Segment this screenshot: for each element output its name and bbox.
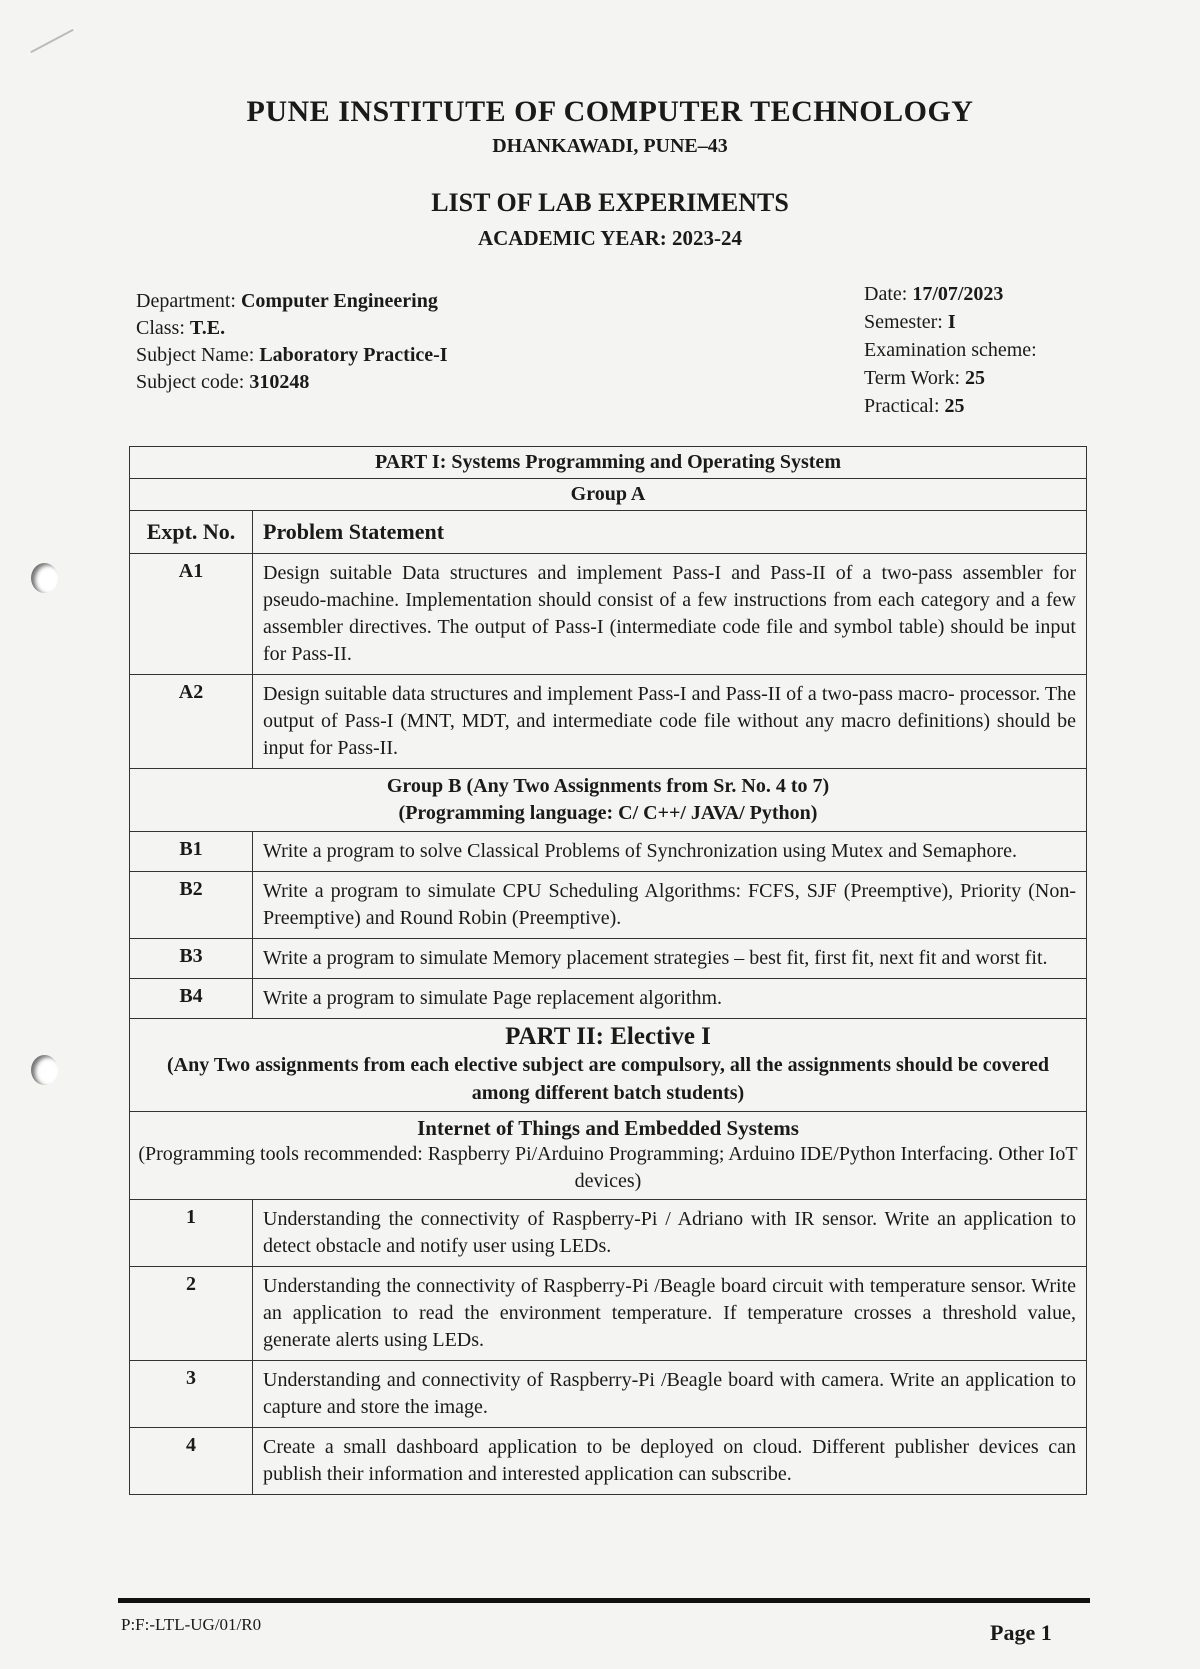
problem-statement: Understanding the connectivity of Raspberry-Pi / Adriano with IR sensor. Write an application to detect obstacle and notify user using LEDs. bbox=[253, 1200, 1087, 1267]
table-row bbox=[130, 1200, 1087, 1267]
problem-statement: Understanding and connectivity of Raspberry-Pi /Beagle board with camera. Write an application to capture and store the image. bbox=[253, 1361, 1087, 1428]
meta-left bbox=[136, 288, 448, 396]
document-header bbox=[0, 95, 1200, 251]
expt-no: 3 bbox=[130, 1361, 253, 1428]
problem-statement: Write a program to simulate Page replacement algorithm. bbox=[253, 979, 1087, 1019]
part1-title: PART I: Systems Programming and Operating System bbox=[130, 447, 1087, 479]
part2-title-row bbox=[130, 1019, 1087, 1112]
institute-name: PUNE INSTITUTE OF COMPUTER TECHNOLOGY bbox=[246, 95, 974, 128]
group-b-title: Group B (Any Two Assignments from Sr. No. 4 to 7) bbox=[386, 775, 830, 797]
col-problem-statement: Problem Statement bbox=[253, 511, 1087, 554]
term-work-line: Term Work: 25 bbox=[864, 367, 986, 389]
expt-no: B4 bbox=[130, 979, 253, 1019]
table-row bbox=[130, 872, 1087, 939]
practical-line: Practical: 25 bbox=[864, 395, 965, 417]
table-row bbox=[130, 675, 1087, 769]
table-row bbox=[130, 1267, 1087, 1361]
group-a-title: Group A bbox=[130, 479, 1087, 511]
problem-statement: Design suitable Data structures and implement Pass-I and Pass-II of a two-pass assembler for pseudo-machine. Implementation should consist of a few instructions from each category and a few assembler directives. The output of Pass-I (intermediate code file and symbol table) should be input for Pass-II. bbox=[253, 554, 1087, 675]
column-header-row bbox=[130, 511, 1087, 554]
page-number: Page 1 bbox=[990, 1620, 1052, 1645]
part2-title: PART II: Elective I bbox=[505, 1023, 711, 1050]
expt-no: A2 bbox=[130, 675, 253, 769]
problem-statement: Write a program to solve Classical Problems of Synchronization using Mutex and Semaphore. bbox=[253, 832, 1087, 872]
problem-statement: Write a program to simulate CPU Scheduling Algorithms: FCFS, SJF (Preemptive), Priority (Non-Preemptive) and Round Robin (Preemptive). bbox=[253, 872, 1087, 939]
date-line: Date: 17/07/2023 bbox=[864, 283, 1004, 305]
form-code: P:F:-LTL-UG/01/R0 bbox=[121, 1615, 262, 1634]
problem-statement: Design suitable data structures and implement Pass-I and Pass-II of a two-pass macro- processor. The output of Pass-I (MNT, MDT, and intermediate code file without any macro definitions) should be input for Pass-II. bbox=[253, 675, 1087, 769]
list-title: LIST OF LAB EXPERIMENTS bbox=[431, 188, 789, 217]
problem-statement: Understanding the connectivity of Raspberry-Pi /Beagle board circuit with temperature sensor. Write an application to read the environment temperature. If temperature crosses a threshold value, generate alerts using LEDs. bbox=[253, 1267, 1087, 1361]
institute-address: DHANKAWADI, PUNE–43 bbox=[492, 135, 728, 157]
scan-mark bbox=[30, 29, 73, 53]
department-line: Department: Computer Engineering bbox=[136, 290, 438, 312]
experiments-table bbox=[129, 446, 1087, 1495]
subject-name-line: Subject Name: Laboratory Practice-I bbox=[136, 344, 448, 366]
elective-title: Internet of Things and Embedded Systems bbox=[417, 1116, 799, 1140]
group-b-title-row bbox=[130, 769, 1087, 832]
group-b-language: (Programming language: C/ C++/ JAVA/ Python) bbox=[398, 802, 818, 824]
table-row bbox=[130, 1428, 1087, 1495]
semester-value: I bbox=[947, 311, 956, 333]
meta-right bbox=[864, 280, 1037, 420]
punch-hole-bottom bbox=[31, 1055, 58, 1085]
col-expt-no: Expt. No. bbox=[130, 511, 253, 554]
elective-title-row bbox=[130, 1112, 1087, 1200]
date-value: 17/07/2023 bbox=[912, 283, 1004, 305]
part1-title-row bbox=[130, 447, 1087, 479]
table-row bbox=[130, 1361, 1087, 1428]
table-row bbox=[130, 979, 1087, 1019]
problem-statement: Create a small dashboard application to be deployed on cloud. Different publisher devices can publish their information and interested application can subscribe. bbox=[253, 1428, 1087, 1495]
group-a-title-row bbox=[130, 479, 1087, 511]
term-work-value: 25 bbox=[965, 367, 986, 389]
expt-no: B3 bbox=[130, 939, 253, 979]
table-row bbox=[130, 939, 1087, 979]
footer-rule bbox=[118, 1598, 1090, 1603]
part2-header bbox=[130, 1019, 1087, 1112]
expt-no: B1 bbox=[130, 832, 253, 872]
expt-no: A1 bbox=[130, 554, 253, 675]
elective-tools: (Programming tools recommended: Raspberry Pi/Arduino Programming; Arduino IDE/Python Interfacing. Other IoT devices) bbox=[138, 1143, 1078, 1192]
subject-code-value: 310248 bbox=[249, 371, 310, 393]
exam-scheme-line: Examination scheme: bbox=[864, 339, 1037, 361]
semester-line: Semester: I bbox=[864, 311, 956, 333]
expt-no: 4 bbox=[130, 1428, 253, 1495]
elective-header bbox=[130, 1112, 1087, 1200]
part2-note: (Any Two assignments from each elective subject are compulsory, all the assignments should be covered among different batch students) bbox=[166, 1054, 1049, 1104]
department-value: Computer Engineering bbox=[240, 290, 438, 312]
subject-code-line: Subject code: 310248 bbox=[136, 371, 310, 393]
table-row bbox=[130, 554, 1087, 675]
class-line: Class: T.E. bbox=[136, 317, 226, 339]
subject-name-value: Laboratory Practice-I bbox=[259, 344, 448, 366]
punch-hole-top bbox=[31, 563, 58, 593]
practical-value: 25 bbox=[944, 395, 965, 417]
expt-no: 1 bbox=[130, 1200, 253, 1267]
expt-no: 2 bbox=[130, 1267, 253, 1361]
group-b-header bbox=[130, 769, 1087, 832]
table-row bbox=[130, 832, 1087, 872]
expt-no: B2 bbox=[130, 872, 253, 939]
problem-statement: Write a program to simulate Memory placement strategies – best fit, first fit, next fit and worst fit. bbox=[253, 939, 1087, 979]
academic-year: ACADEMIC YEAR: 2023-24 bbox=[477, 226, 743, 250]
class-value: T.E. bbox=[189, 317, 226, 339]
